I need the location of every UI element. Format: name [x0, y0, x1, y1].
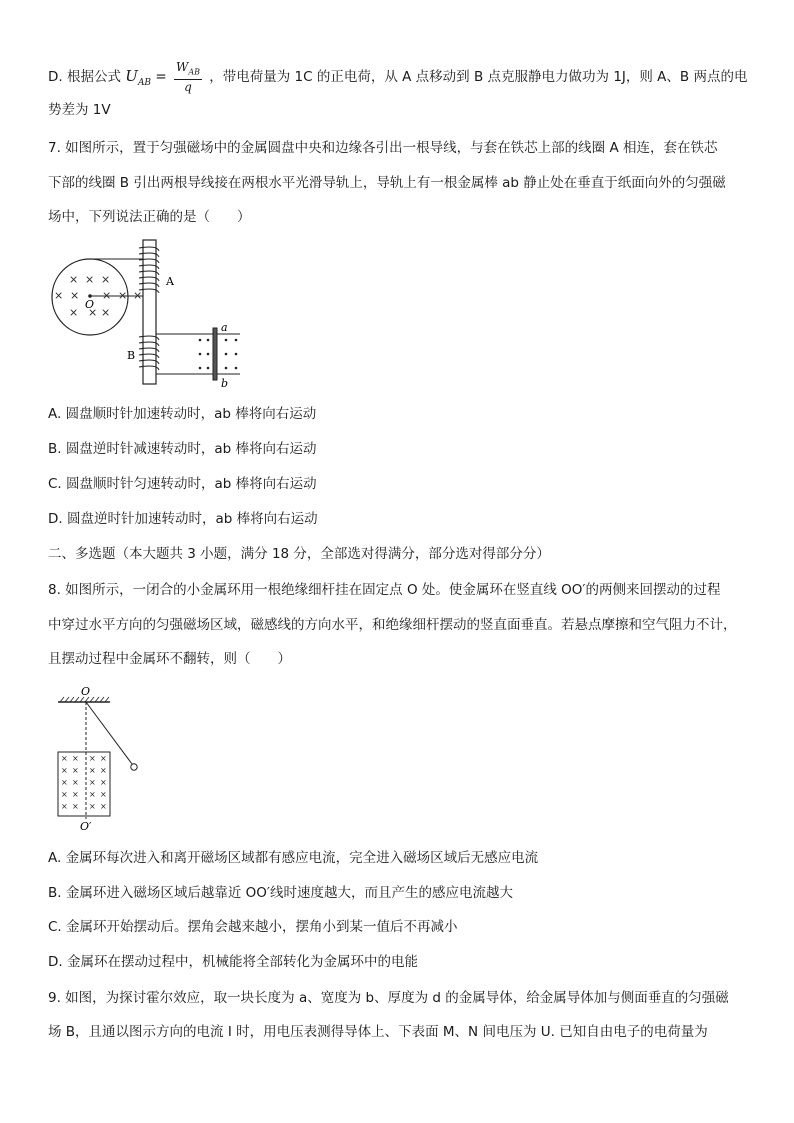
svg-text:×: × — [72, 790, 79, 799]
q7-option-c[interactable]: C. 圆盘顺时针匀速转动时，ab 棒将向右运动 — [48, 476, 317, 492]
svg-text:×: × — [72, 802, 79, 811]
q6-option-d-line2: 势差为 1V — [48, 102, 111, 118]
formula-lhs: $U_{AB}$ — [125, 67, 152, 89]
svg-text:×: × — [100, 754, 107, 763]
q6-option-d-rest: ，带电荷量为 1C 的正电荷，从 A 点移动到 B 点克服静电力做功为 1J，则 A、B 两点的电 — [209, 69, 748, 86]
q6-option-d-line1: D. 根据公式 $U_{AB}$ = $\frac{W_{AB}}{q}$ ，带电荷量为 1C 的正电荷，从 A 点移动到 B 点克服静电力做功为 1J，则 A、B 两点的电 — [48, 60, 748, 95]
svg-text:×: × — [61, 790, 68, 799]
pivot-label: O — [81, 685, 91, 698]
q8-option-d[interactable]: D. 金属环在摆动过程中，机械能将全部转化为金属环中的电能 — [48, 954, 418, 970]
coil-a-label: A — [166, 275, 174, 288]
rod-end-b-label: b — [221, 377, 229, 390]
svg-text:×: × — [61, 754, 68, 763]
svg-text:×: × — [88, 306, 98, 319]
svg-text:×: × — [101, 306, 111, 319]
svg-text:×: × — [61, 766, 68, 775]
coil-b-label: B — [127, 349, 136, 362]
q8-stem-line1: 8. 如图所示，一闭合的小金属环用一根绝缘细杆挂在固定点 O 处。使金属环在竖直线 OO′的两侧来回摆动的过程 — [48, 582, 721, 598]
svg-text:×: × — [72, 766, 79, 775]
q8-stem-line3: 且摆动过程中金属环不翻转，则（ ） — [48, 651, 291, 667]
svg-text:×: × — [133, 289, 143, 302]
svg-text:×: × — [100, 766, 107, 775]
svg-text:×: × — [70, 289, 80, 302]
formula-fraction: $\frac{W_{AB}}{q}$ — [175, 60, 200, 95]
svg-text:×: × — [89, 802, 96, 811]
q7-stem-line1: 7. 如图所示，置于匀强磁场中的金属圆盘中央和边缘各引出一根导线，与套在铁芯上部的线圈 A 相连，套在铁芯 — [48, 140, 718, 156]
svg-text:×: × — [69, 273, 79, 286]
disc-center-label: O — [85, 298, 95, 311]
svg-text:×: × — [85, 273, 95, 286]
svg-text:×: × — [102, 289, 112, 302]
svg-text:×: × — [100, 778, 107, 787]
svg-text:×: × — [101, 273, 111, 286]
svg-text:×: × — [100, 802, 107, 811]
q8-option-b[interactable]: B. 金属环进入磁场区域后越靠近 OO′线时速度越大，而且产生的感应电流越大 — [48, 885, 513, 901]
q7-stem-line3: 场中，下列说法正确的是（ ） — [48, 209, 251, 225]
q9-stem-line2: 场 B，且通以图示方向的电流 I 时，用电压表测得导体上、下表面 M、N 间电压为 U. 已知自由电子的电荷量为 — [48, 1024, 708, 1040]
q8-option-c[interactable]: C. 金属环开始摆动后。摆角会越来越小，摆角小到某一值后不再减小 — [48, 919, 458, 935]
q7-option-a[interactable]: A. 圆盘顺时针加速转动时，ab 棒将向右运动 — [48, 406, 317, 422]
svg-text:×: × — [69, 306, 79, 319]
svg-text:×: × — [61, 802, 68, 811]
svg-text:×: × — [54, 289, 64, 302]
q8-figure — [50, 684, 160, 834]
q7-option-d[interactable]: D. 圆盘逆时针加速转动时，ab 棒将向右运动 — [48, 511, 318, 527]
q7-stem-line2: 下部的线圈 B 引出两根导线接在两根水平光滑导轨上，导轨上有一根金属棒 ab 静止处在垂直于纸面向外的匀强磁 — [48, 175, 726, 191]
svg-text:×: × — [89, 778, 96, 787]
q7-option-b[interactable]: B. 圆盘逆时针减速转动时，ab 棒将向右运动 — [48, 441, 317, 457]
svg-text:×: × — [89, 754, 96, 763]
q8-option-a[interactable]: A. 金属环每次进入和离开磁场区域都有感应电流，完全进入磁场区域后无感应电流 — [48, 850, 539, 866]
q9-stem-line1: 9. 如图，为探讨霍尔效应，取一块长度为 a、宽度为 b、厚度为 d 的金属导体，给金属导体加与侧面垂直的匀强磁 — [48, 990, 729, 1006]
svg-text:×: × — [61, 778, 68, 787]
q7-figure — [45, 236, 255, 391]
svg-text:×: × — [89, 766, 96, 775]
svg-text:×: × — [72, 778, 79, 787]
rod-end-a-label: a — [221, 321, 228, 334]
svg-text:×: × — [72, 754, 79, 763]
section-2-title: 二、多选题（本大题共 3 小题，满分 18 分，全部选对得满分，部分选对得部分分） — [48, 546, 550, 562]
q8-stem-line2: 中穿过水平方向的匀强磁场区域，磁感线的方向水平，和绝缘细杆摆动的竖直面垂直。若悬点摩擦和空气阻力不计， — [48, 617, 737, 633]
q6-option-d-prefix: D. 根据公式 — [48, 69, 121, 86]
bottom-point-label: O′ — [80, 820, 92, 833]
svg-text:×: × — [118, 289, 128, 302]
svg-text:×: × — [100, 790, 107, 799]
svg-text:×: × — [89, 790, 96, 799]
